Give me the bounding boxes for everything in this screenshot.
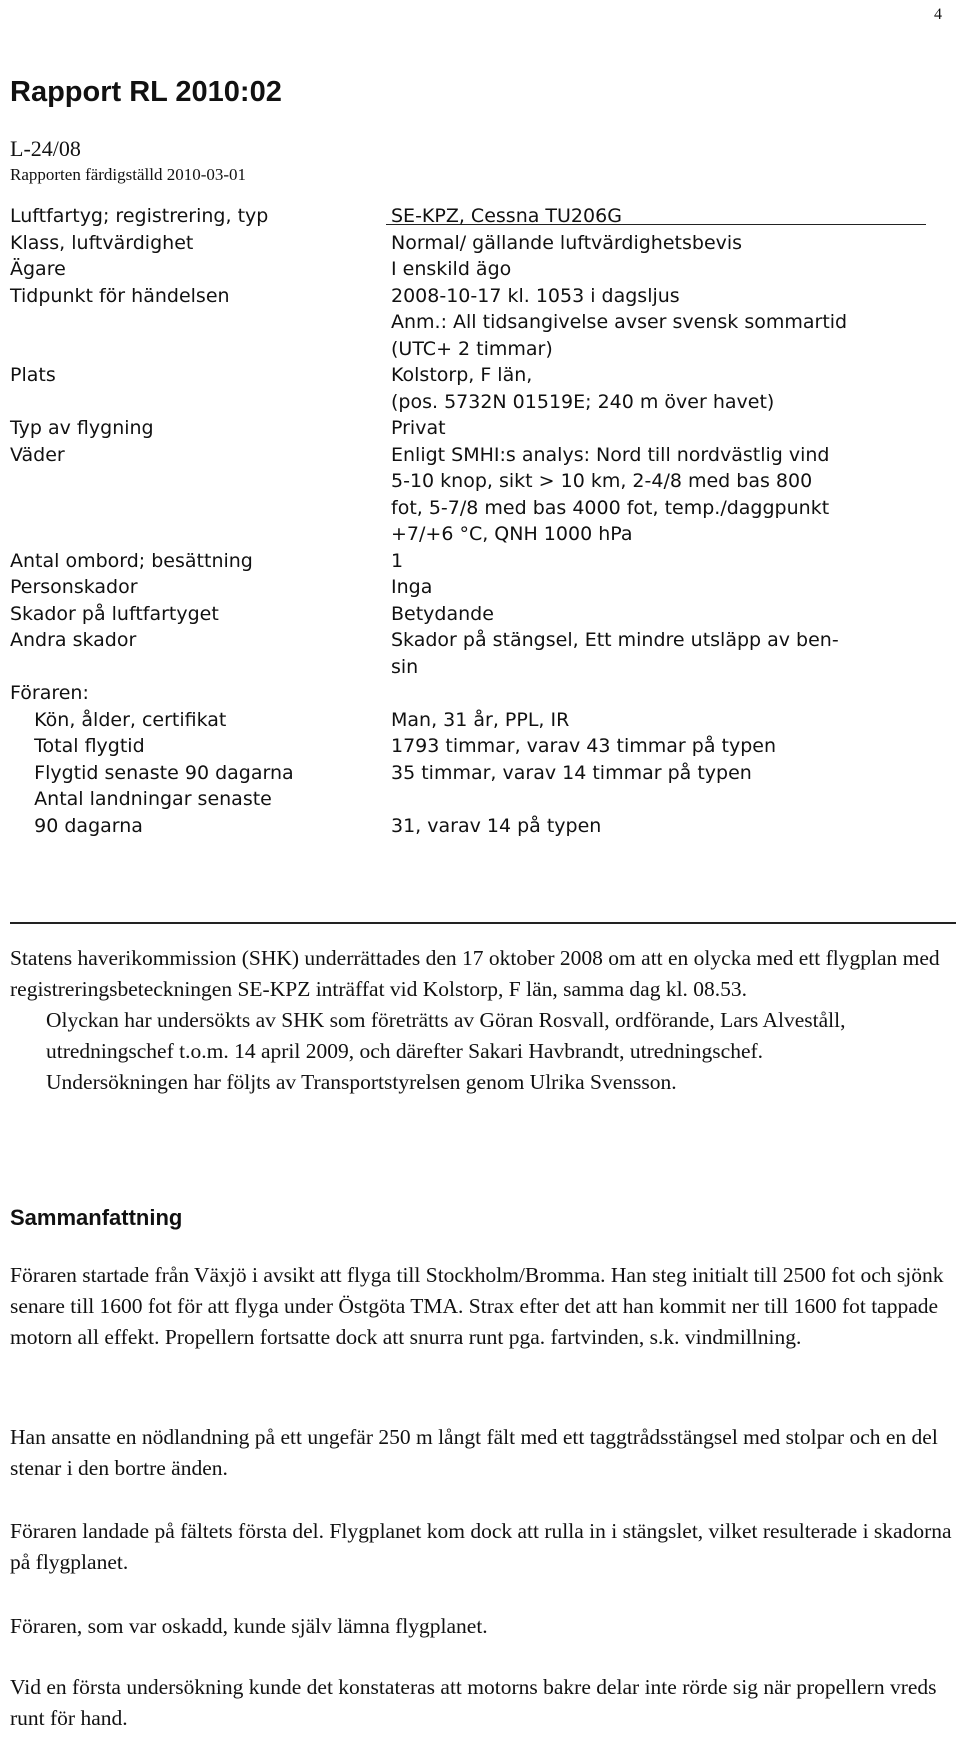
- facts-label: Tidpunkt för händelsen: [10, 284, 230, 307]
- report-title: Rapport RL 2010:02: [10, 76, 282, 108]
- facts-label: Antal ombord; besättning: [10, 549, 253, 572]
- facts-label: Personskador: [10, 576, 138, 598]
- report-completed-date: Rapporten färdigställd 2010-03-01: [10, 165, 247, 184]
- intro-paragraph: Statens haverikommission (SHK) underrättades den 17 oktober 2008 om att en olycka med ett flygplan med registreringsbeteckningen SE-KPZ inträffat vid Kolstorp, F län, samma dag kl. 08.53.: [10, 946, 940, 1001]
- facts-label: Andra skador: [10, 629, 137, 651]
- summary-paragraph: Föraren, som var oskadd, kunde själv lämna flygplanet.: [10, 1614, 488, 1638]
- facts-label: Kön, ålder, certifikat: [10, 708, 227, 731]
- facts-value: Inga: [391, 576, 433, 598]
- facts-value: Anm.: All tidsangivelse avser svensk sommartid: [391, 311, 848, 333]
- facts-label: Väder: [10, 443, 65, 466]
- facts-value: 31, varav 14 på typen: [391, 814, 602, 837]
- facts-value: fot, 5-7/8 med bas 4000 fot, temp./daggpunkt: [391, 496, 830, 519]
- facts-label: Flygtid senaste 90 dagarna: [10, 761, 294, 784]
- facts-label: 90 dagarna: [10, 814, 143, 837]
- intro-paragraph: Undersökningen har följts av Transportstyrelsen genom Ulrika Svensson.: [46, 1070, 677, 1094]
- summary-heading: Sammanfattning: [10, 1205, 183, 1230]
- facts-value: 2008-10-17 kl. 1053 i dagsljus: [391, 284, 680, 307]
- facts-value: sin: [391, 655, 419, 678]
- intro-paragraph: Olyckan har undersökts av SHK som företrätts av Göran Rosvall, ordförande, Lars Alveståll, utredningschef t.o.m. 14 april 2009, och därefter Sakari Havbrandt, utredningschef.: [46, 1008, 846, 1063]
- facts-value: 5-10 knop, sikt > 10 km, 2-4/8 med bas 800: [391, 470, 813, 492]
- intro-section: [10, 943, 956, 1098]
- facts-label: Total flygtid: [10, 735, 145, 757]
- facts-label: Ägare: [10, 258, 66, 280]
- facts-value: 35 timmar, varav 14 timmar på typen: [391, 761, 752, 784]
- summary-paragraph: Föraren landade på fältets första del. Flygplanet kom dock att rulla in i stängslet, vilket resulterade i skadorna på flygplanet.: [10, 1519, 952, 1574]
- facts-value: I enskild ägo: [391, 258, 512, 280]
- facts-value: Privat: [391, 417, 446, 439]
- facts-label: Klass, luftvärdighet: [10, 231, 194, 254]
- facts-value: 1793 timmar, varav 43 timmar på typen: [391, 735, 776, 757]
- facts-label: Skador på luftfartyget: [10, 602, 219, 625]
- facts-label: Antal landningar senaste: [10, 788, 272, 810]
- facts-value: Skador på stängsel, Ett mindre utsläpp av ben-: [391, 629, 839, 651]
- facts-label: Plats: [10, 364, 56, 386]
- facts-label: Luftfartyg; registrering, typ: [10, 205, 269, 227]
- facts-value: (UTC+ 2 timmar): [391, 337, 553, 360]
- facts-value: Normal/ gällande luftvärdighetsbevis: [391, 231, 743, 254]
- facts-value: Man, 31 år, PPL, IR: [391, 708, 570, 731]
- facts-value: Kolstorp, F län,: [391, 364, 533, 386]
- facts-value: SE-KPZ, Cessna TU206G: [391, 205, 622, 227]
- facts-value: Betydande: [391, 602, 494, 625]
- facts-label: Typ av flygning: [10, 417, 154, 439]
- summary-paragraph: Han ansatte en nödlandning på ett ungefär 250 m långt fält med ett taggtrådsstängsel med stolpar och en del stenar i den bortre änden.: [10, 1425, 938, 1480]
- section-divider: [10, 922, 956, 924]
- page-number: 4: [934, 6, 942, 23]
- facts-value: (pos. 5732N 01519E; 240 m över havet): [391, 390, 775, 413]
- summary-paragraph: Vid en första undersökning kunde det konstateras att motorns bakre delar inte rörde sig när propellern vreds runt för hand.: [10, 1675, 937, 1730]
- facts-value: 1: [391, 549, 404, 572]
- report-code: L-24/08: [10, 136, 81, 161]
- facts-value: Enligt SMHI:s analys: Nord till nordvästlig vind: [391, 443, 830, 466]
- facts-value: +7/+6 °C, QNH 1000 hPa: [391, 523, 633, 545]
- facts-label: Föraren:: [10, 682, 89, 704]
- summary-paragraph: Föraren startade från Växjö i avsikt att flyga till Stockholm/Bromma. Han steg initialt till 2500 fot och sjönk senare till 1600 fot för att flyga under Östgöta TMA. Strax efter det att han kommit ner till 1600 fot tappade motorn all effekt. Propellern fortsatte dock att snurra runt pga. fartvinden, s.k. vindmillning.: [10, 1263, 944, 1349]
